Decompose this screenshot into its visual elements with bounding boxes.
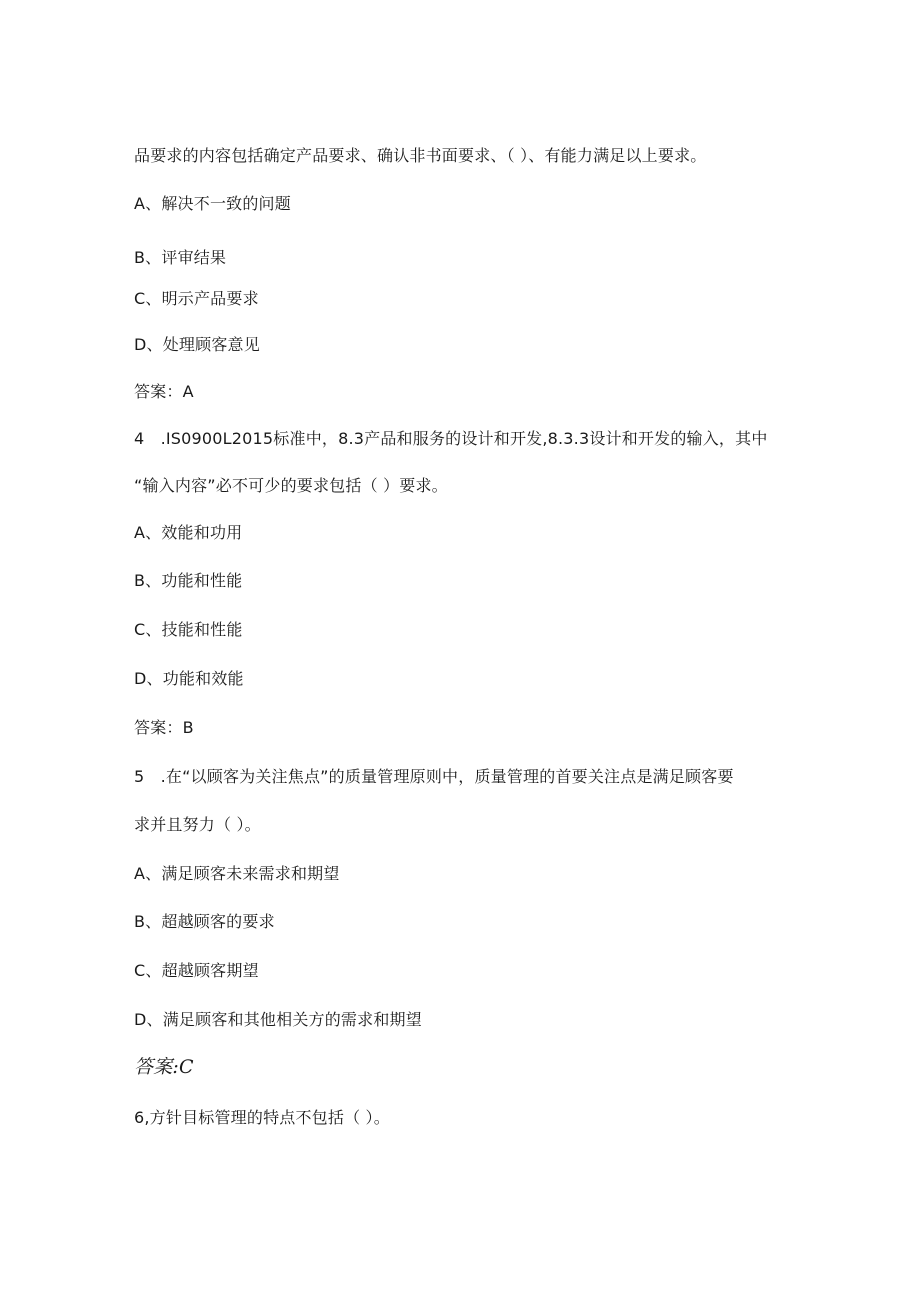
- q4-option-b: B、功能和性能: [134, 571, 243, 590]
- q5-option-b: B、超越顾客的要求: [134, 912, 275, 931]
- q3-option-c: C、明示产品要求: [134, 289, 259, 308]
- q3-stem-continuation: 品要求的内容包括确定产品要求、确认非书面要求、（ ）、有能力满足以上要求。: [134, 146, 707, 165]
- q3-option-d: D、处理顾客意见: [134, 335, 260, 354]
- q4-stem-line1: 4 .IS0900L2015标准中，8.3产品和服务的设计和开发,8.3.3设计和开发的输入，其中: [134, 429, 768, 448]
- q3-option-b: B、评审结果: [134, 248, 227, 267]
- q4-option-a: A、效能和功用: [134, 523, 243, 542]
- q4-answer: 答案：B: [134, 718, 194, 737]
- q5-stem-line1: 5 .在“以顾客为关注焦点”的质量管理原则中，质量管理的首要关注点是满足顾客要: [134, 767, 734, 786]
- q3-answer: 答案：A: [134, 382, 194, 401]
- q4-stem-line2: “输入内容”必不可少的要求包括（ ）要求。: [134, 476, 448, 495]
- q6-stem: 6,方针目标管理的特点不包括（ ）。: [134, 1108, 390, 1127]
- q5-option-c: C、超越顾客期望: [134, 961, 259, 980]
- q5-answer: 答案:C: [134, 1056, 194, 1078]
- q3-option-a: A、解决不一致的问题: [134, 194, 291, 213]
- q4-option-d: D、功能和效能: [134, 669, 244, 688]
- q5-option-a: A、满足顾客未来需求和期望: [134, 864, 340, 883]
- q5-stem-line2: 求并且努力（ ）。: [134, 815, 261, 834]
- q4-option-c: C、技能和性能: [134, 620, 243, 639]
- q5-option-d: D、满足顾客和其他相关方的需求和期望: [134, 1010, 422, 1029]
